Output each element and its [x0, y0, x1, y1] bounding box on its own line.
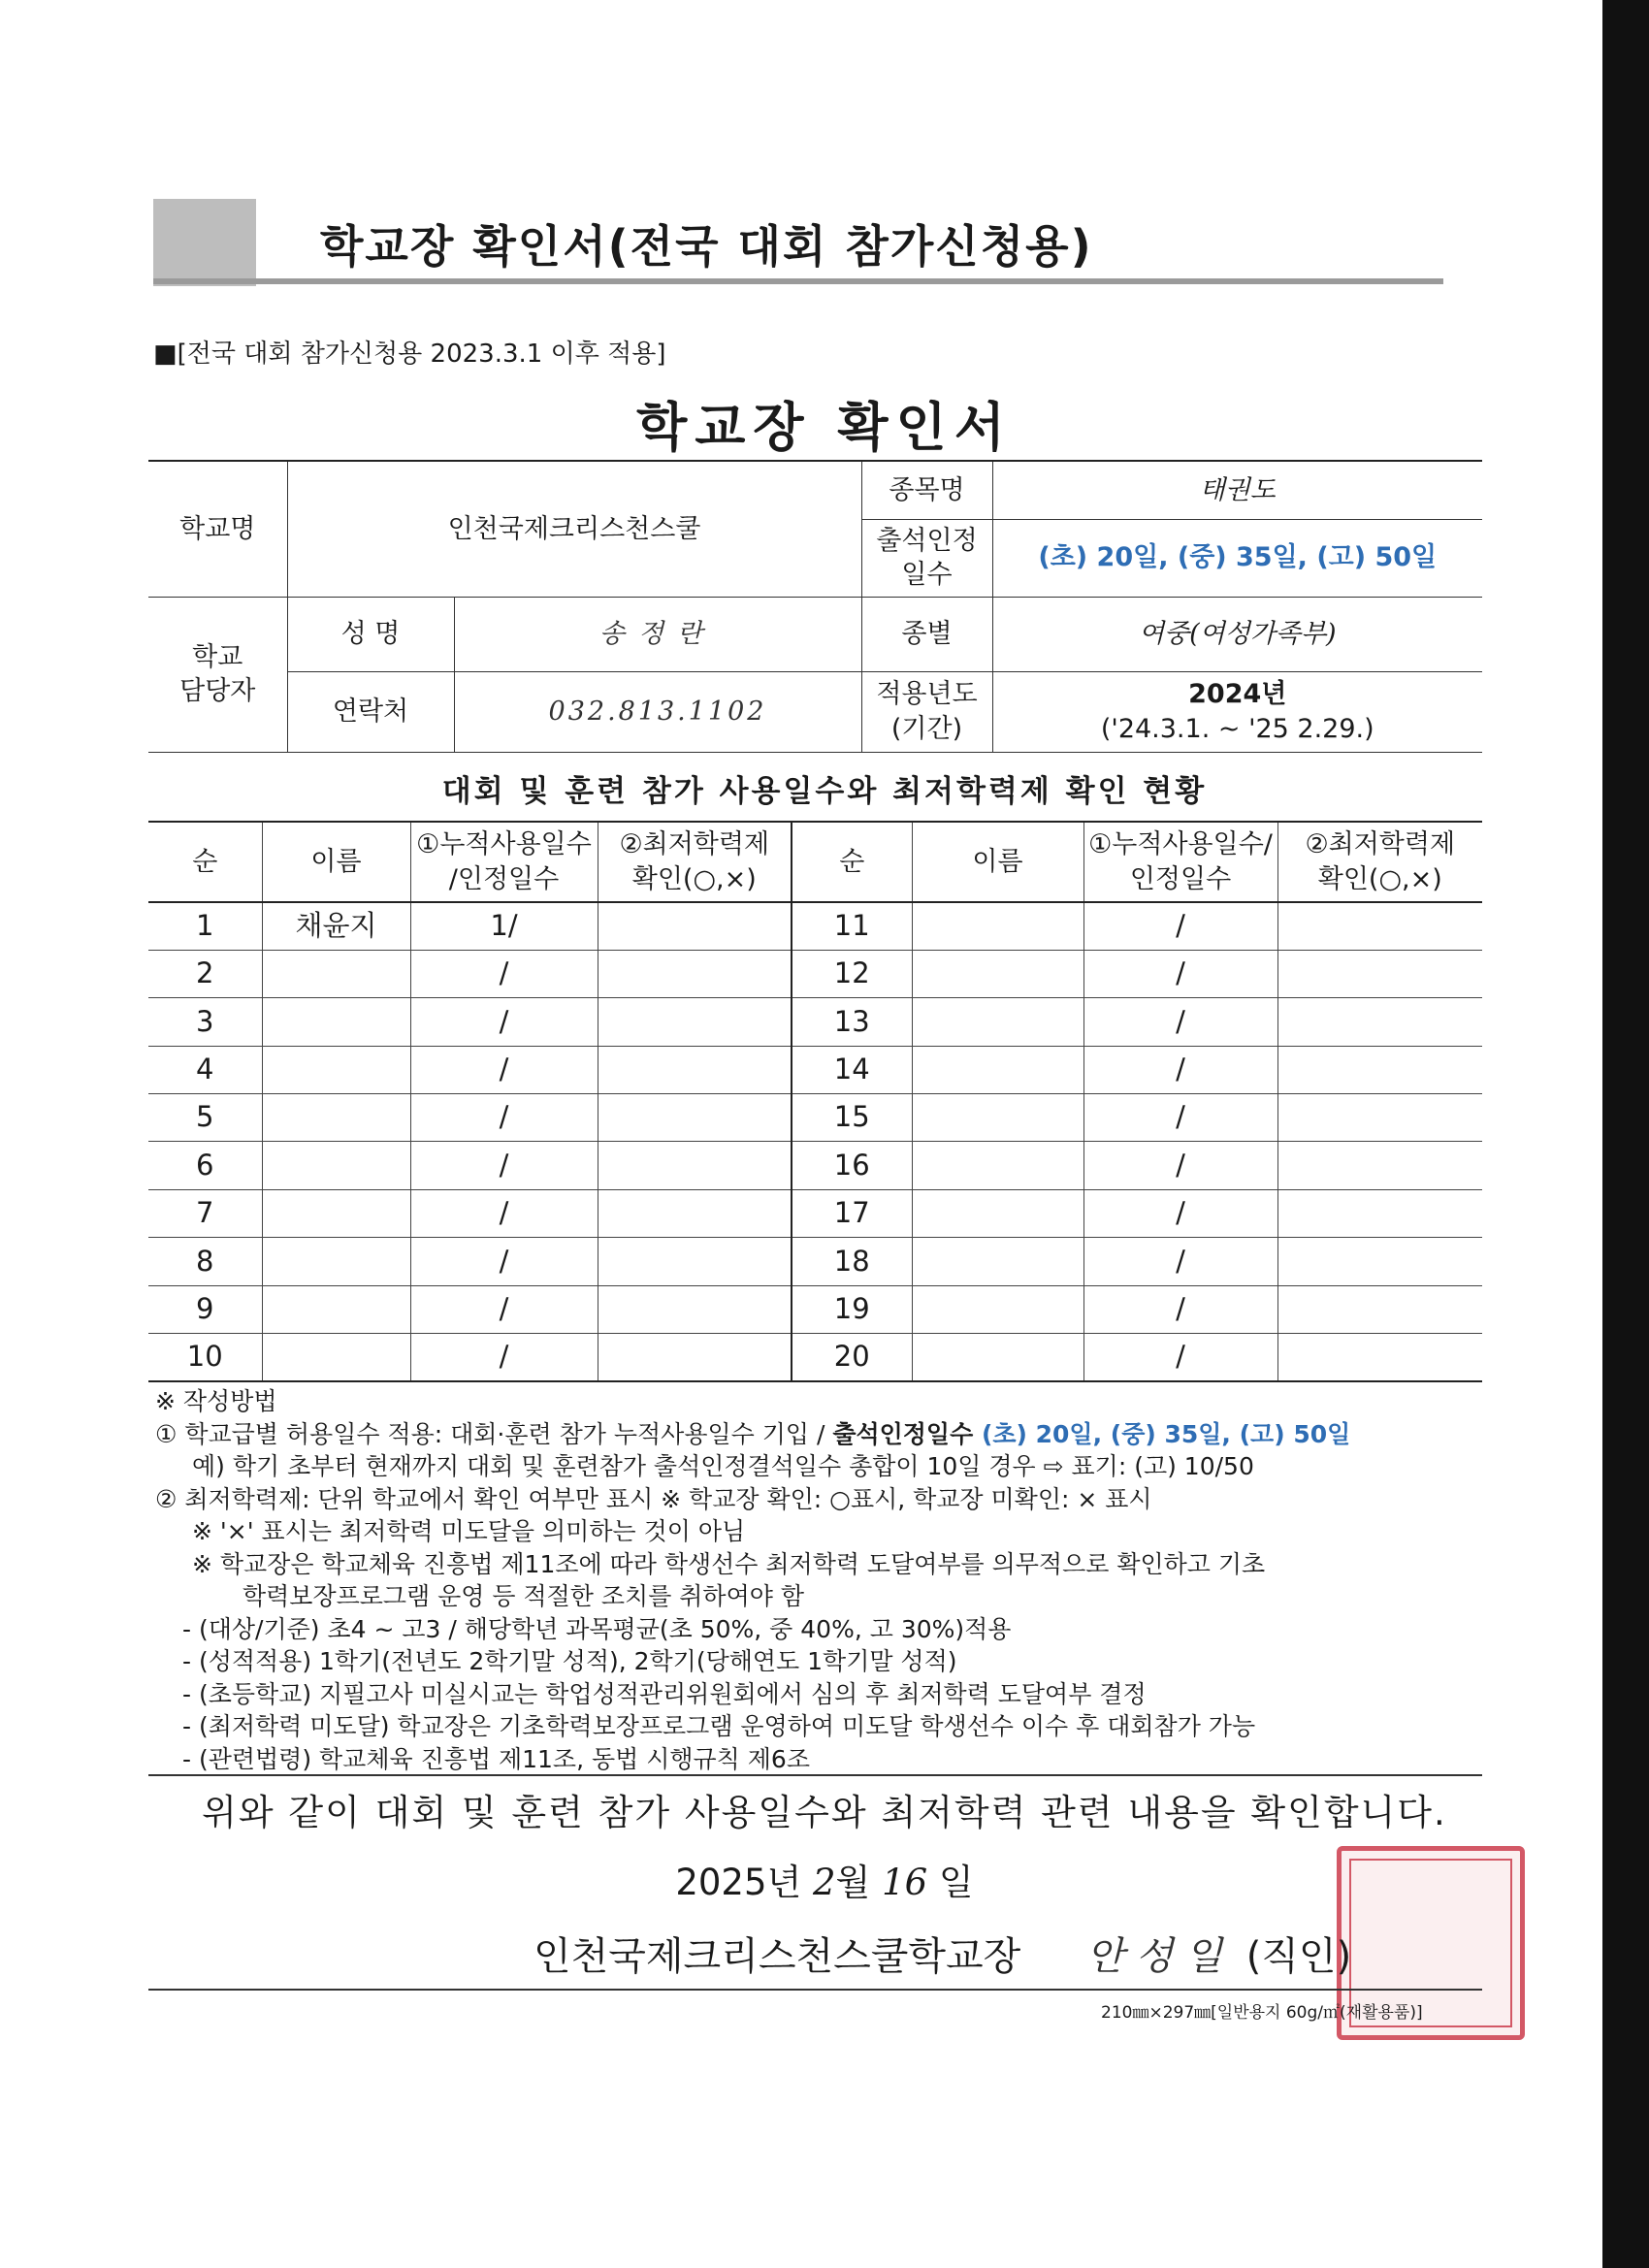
row-check-left — [598, 1142, 792, 1189]
row-check-right — [1277, 1094, 1482, 1142]
table-row — [148, 1285, 1482, 1333]
row-name-left — [262, 1334, 410, 1381]
row-check-left — [598, 902, 792, 950]
row-no-left: 2 — [148, 950, 262, 997]
top-note: ■[전국 대회 참가신청용 2023.3.1 이후 적용] — [153, 340, 666, 369]
table-row — [148, 902, 1482, 950]
row-days-right: / — [1083, 1142, 1277, 1189]
banner-underline — [153, 278, 1443, 284]
row-no-left: 5 — [148, 1094, 262, 1142]
instruction-line — [155, 1418, 1494, 1451]
row-name-right — [912, 1285, 1083, 1333]
row-name-right — [912, 950, 1083, 997]
banner-block — [153, 199, 256, 286]
date-month: 2 — [813, 1862, 836, 1903]
instruction-line: - (대상/기준) 초4 ~ 고3 / 해당학년 과목평균(초 50%, 중 40%, 고 30%)적용 — [182, 1614, 1012, 1643]
col-check-left: ②최저학력제 확인(○,×) — [598, 822, 792, 902]
row-name-right — [912, 998, 1083, 1046]
row-no-right: 19 — [792, 1285, 912, 1333]
phone-label: 연락처 — [287, 671, 454, 752]
instruction-blue: (초) 20일, (중) 35일, (고) 50일 — [981, 1419, 1351, 1448]
sport-label: 종목명 — [861, 461, 992, 519]
row-days-left: / — [410, 950, 598, 997]
row-name-right — [912, 1189, 1083, 1237]
instruction-bold: 출석인정일수 — [832, 1419, 982, 1448]
row-days-right: / — [1083, 950, 1277, 997]
period-value — [992, 671, 1482, 752]
row-days-left: 1/ — [410, 902, 598, 950]
row-name-left: 채윤지 — [262, 902, 410, 950]
phone-value: 032.813.1102 — [454, 671, 861, 752]
row-no-right: 11 — [792, 902, 912, 950]
document-title: 학교장 확인서 — [636, 397, 1013, 458]
instruction-line: - (관련법령) 학교체육 진흥법 제11조, 동법 시행규칙 제6조 — [182, 1744, 810, 1773]
row-name-left — [262, 950, 410, 997]
row-no-right: 13 — [792, 998, 912, 1046]
instruction-line: 학력보장프로그램 운영 등 적절한 조치를 취하여야 함 — [242, 1582, 804, 1610]
row-name-left — [262, 1046, 410, 1093]
signer-signature: 안성일 — [1086, 1934, 1234, 1979]
instruction-line: ※ 학교장은 학교체육 진흥법 제11조에 따라 학생선수 최저학력 도달여부를 의무적으로 확인하고 기초 — [192, 1549, 1266, 1578]
row-name-left — [262, 1142, 410, 1189]
period-year: 2024년 — [1188, 679, 1287, 710]
row-check-left — [598, 1046, 792, 1093]
banner-title: 학교장 확인서(전국 대회 참가신청용) — [320, 220, 1093, 273]
table-title: 대회 및 훈련 참가 사용일수와 최저학력제 확인 현황 — [441, 774, 1208, 809]
col-days-right: ①누적사용일수/ 인정일수 — [1083, 822, 1277, 902]
name-value: 송정란 — [454, 597, 861, 671]
row-no-left: 3 — [148, 998, 262, 1046]
school-label: 학교명 — [148, 461, 287, 597]
row-days-right: / — [1083, 998, 1277, 1046]
table-row — [148, 998, 1482, 1046]
table-row — [148, 1142, 1482, 1189]
row-days-left: / — [410, 1334, 598, 1381]
division-value: 여중(여성가족부) — [992, 597, 1482, 671]
instruction-line: ※ '×' 표시는 최저학력 미도달을 의미하는 것이 아님 — [192, 1517, 746, 1545]
row-no-left: 1 — [148, 902, 262, 950]
row-check-right — [1277, 950, 1482, 997]
table-row — [148, 950, 1482, 997]
col-name-right: 이름 — [912, 822, 1083, 902]
row-check-left — [598, 998, 792, 1046]
table-row — [148, 1046, 1482, 1093]
row-days-right: / — [1083, 1334, 1277, 1381]
row-no-right: 18 — [792, 1238, 912, 1285]
row-name-right — [912, 902, 1083, 950]
table-row — [148, 1094, 1482, 1142]
row-no-right: 17 — [792, 1189, 912, 1237]
row-check-right — [1277, 1334, 1482, 1381]
row-check-right — [1277, 998, 1482, 1046]
school-name: 인천국제크리스천스쿨 — [287, 461, 861, 597]
table-row — [148, 1238, 1482, 1285]
row-days-right: / — [1083, 1189, 1277, 1237]
date-year: 2025년 — [675, 1862, 802, 1903]
row-name-right — [912, 1094, 1083, 1142]
row-days-left: / — [410, 1046, 598, 1093]
date-day-unit: 일 — [938, 1862, 974, 1903]
row-no-right: 20 — [792, 1334, 912, 1381]
divider-bottom — [148, 1989, 1482, 1991]
col-no-right: 순 — [792, 822, 912, 902]
row-days-left: / — [410, 998, 598, 1046]
instruction-text: ① 학교급별 허용일수 적용: 대회·훈련 참가 누적사용일수 기입 / — [155, 1419, 833, 1448]
row-name-left — [262, 1189, 410, 1237]
table-row — [148, 1334, 1482, 1381]
instruction-line: 예) 학기 초부터 현재까지 대회 및 훈련참가 출석인정결석일수 총합이 10일 경우 ⇨ 표기: (고) 10/50 — [192, 1452, 1254, 1480]
instructions — [155, 1385, 1494, 1775]
signer-line — [534, 1926, 1351, 1981]
sport-value: 태권도 — [992, 461, 1482, 519]
col-check-right: ②최저학력제 확인(○,×) — [1277, 822, 1482, 902]
row-no-left: 10 — [148, 1334, 262, 1381]
contact-person-label: 학교 담당자 — [148, 597, 287, 752]
period-range: ('24.3.1. ~ '25 2.29.) — [1100, 713, 1374, 744]
row-days-right: / — [1083, 902, 1277, 950]
instruction-line: - (최저학력 미도달) 학교장은 기초학력보장프로그램 운영하여 미도달 학생선수 이수 후 대회참가 가능 — [182, 1712, 1256, 1740]
row-name-left — [262, 1238, 410, 1285]
col-name-left: 이름 — [262, 822, 410, 902]
row-days-right: / — [1083, 1094, 1277, 1142]
instruction-line: - (성적적용) 1학기(전년도 2학기말 성적), 2학기(당해연도 1학기말 성적) — [182, 1647, 957, 1675]
row-days-left: / — [410, 1189, 598, 1237]
row-no-right: 14 — [792, 1046, 912, 1093]
signer-title: 인천국제크리스천스쿨학교장 — [534, 1934, 1021, 1979]
row-check-right — [1277, 1046, 1482, 1093]
divider-top — [148, 1774, 1482, 1776]
row-check-right — [1277, 1189, 1482, 1237]
row-check-right — [1277, 1142, 1482, 1189]
row-no-right: 16 — [792, 1142, 912, 1189]
row-no-left: 9 — [148, 1285, 262, 1333]
row-name-left — [262, 1285, 410, 1333]
row-no-right: 15 — [792, 1094, 912, 1142]
row-no-left: 4 — [148, 1046, 262, 1093]
row-days-right: / — [1083, 1046, 1277, 1093]
row-days-right: / — [1083, 1238, 1277, 1285]
col-days-left: ①누적사용일수 /인정일수 — [410, 822, 598, 902]
row-no-left: 8 — [148, 1238, 262, 1285]
confirmation-text: 위와 같이 대회 및 훈련 참가 사용일수와 최저학력 관련 내용을 확인합니다. — [202, 1792, 1447, 1833]
row-no-right: 12 — [792, 950, 912, 997]
scan-edge — [1602, 0, 1649, 2268]
row-check-right — [1277, 902, 1482, 950]
row-check-left — [598, 1094, 792, 1142]
row-days-right: / — [1083, 1285, 1277, 1333]
instructions-heading: ※ 작성방법 — [155, 1387, 277, 1415]
row-days-left: / — [410, 1285, 598, 1333]
row-check-left — [598, 1238, 792, 1285]
date-day: 16 — [882, 1862, 928, 1903]
table-row — [148, 1189, 1482, 1237]
row-days-left: / — [410, 1142, 598, 1189]
instruction-line: - (초등학교) 지필고사 미실시교는 학업성적관리위원회에서 심의 후 최저학력 도달여부 결정 — [182, 1679, 1147, 1708]
participation-table — [148, 821, 1482, 1382]
row-name-left — [262, 998, 410, 1046]
row-check-left — [598, 950, 792, 997]
row-days-left: / — [410, 1094, 598, 1142]
row-name-right — [912, 1334, 1083, 1381]
row-name-left — [262, 1094, 410, 1142]
division-label: 종별 — [861, 597, 992, 671]
row-no-left: 6 — [148, 1142, 262, 1189]
attendance-value: (초) 20일, (중) 35일, (고) 50일 — [992, 519, 1482, 597]
row-check-right — [1277, 1238, 1482, 1285]
attendance-label: 출석인정 일수 — [861, 519, 992, 597]
header-table — [148, 460, 1482, 753]
row-check-left — [598, 1334, 792, 1381]
row-name-right — [912, 1046, 1083, 1093]
row-name-right — [912, 1142, 1083, 1189]
row-name-right — [912, 1238, 1083, 1285]
col-no-left: 순 — [148, 822, 262, 902]
instruction-line: ② 최저학력제: 단위 학교에서 확인 여부만 표시 ※ 학교장 확인: ○표시, 학교장 미확인: × 표시 — [155, 1484, 1152, 1513]
row-no-left: 7 — [148, 1189, 262, 1237]
seal-note: (직인) — [1245, 1934, 1352, 1979]
row-check-right — [1277, 1285, 1482, 1333]
period-label: 적용년도 (기간) — [861, 671, 992, 752]
row-check-left — [598, 1189, 792, 1237]
name-label: 성 명 — [287, 597, 454, 671]
date-month-unit: 월 — [835, 1862, 871, 1903]
row-days-left: / — [410, 1238, 598, 1285]
row-check-left — [598, 1285, 792, 1333]
footer-note: 210㎜×297㎜[일반용지 60g/㎡(재활용품)] — [1101, 2003, 1423, 2023]
